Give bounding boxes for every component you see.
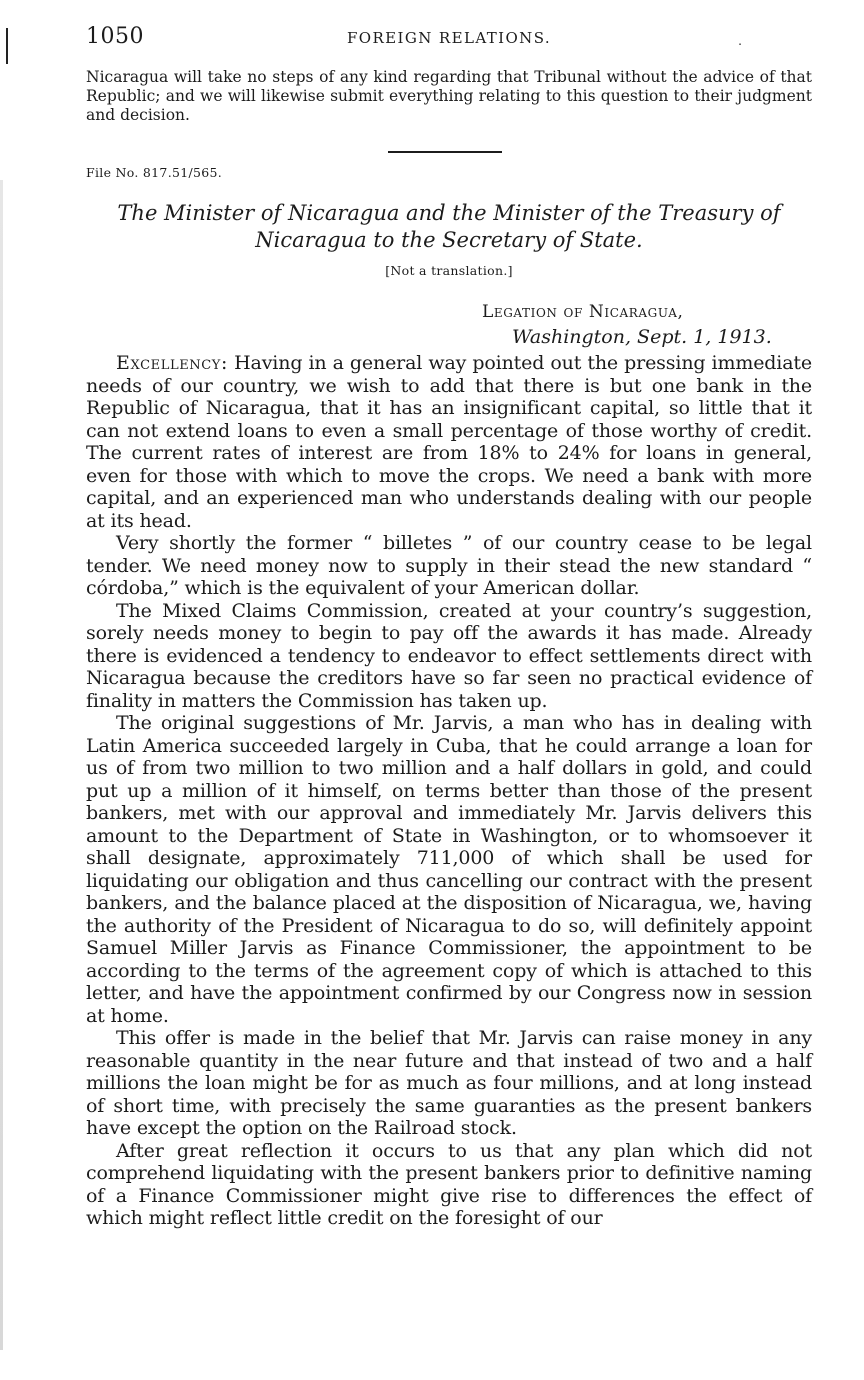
body-paragraph xyxy=(86,352,812,532)
body-paragraph: This offer is made in the belief that Mr. Jarvis can raise money in any reasonable quantity in the near future and that instead of two and a half millions the loan might be for as much as four millions, and at long instead of short time, with precisely the same guaranties as the present bankers have except the option on the Railroad stock. xyxy=(86,1027,812,1139)
page-header xyxy=(86,24,812,54)
carryover-paragraph: Nicaragua will take no steps of any kind regarding that Tribunal without the advice of that Republic; and we will likewise submit everything relating to this question to their judgment and decision. xyxy=(86,68,812,124)
running-head: FOREIGN RELATIONS. xyxy=(346,29,552,47)
file-number: File No. 817.51/565. xyxy=(86,165,223,180)
page-number: 1050 xyxy=(86,24,144,49)
section-divider xyxy=(388,151,502,153)
letter-dateline: Washington, Sept. 1, 1913. xyxy=(512,326,772,348)
header-dot: . xyxy=(738,34,742,48)
letter-origin: Legation of Nicaragua, xyxy=(482,302,684,322)
letter-body xyxy=(86,352,812,1230)
body-paragraph: The original suggestions of Mr. Jarvis, a man who has in dealing with Latin America succeeded largely in Cuba, that he could arrange a loan for us of from two million to two million and a half dollars in gold, and could put up a million of it himself, on terms better than those of the present bankers, met with our approval and immediately Mr. Jarvis delivers this amount to the Department of State in Washington, or to whomsoever it shall designate, approximately 711,000 of which shall be used for liquidating our obligation and thus cancelling our contract with the present bankers, and the balance placed at the disposition of Nicaragua, we, having the authority of the President of Nicaragua to do so, will definitely appoint Samuel Miller Jarvis as Finance Commissioner, the appointment to be according to the terms of the agreement copy of which is attached to this letter, and have the appointment confirmed by our Congress now in session at home. xyxy=(86,712,812,1027)
margin-mark xyxy=(6,28,8,64)
document-title: The Minister of Nicaragua and the Minister of the Treasury of Nicaragua to the Secretary of State. xyxy=(117,201,781,252)
body-paragraph: Very shortly the former “ billetes ” of our country cease to be legal tender. We need money now to supply in their stead the new standard “ córdoba,” which is the equivalent of your American dollar. xyxy=(86,532,812,599)
salutation: Excellency: xyxy=(116,352,228,374)
body-paragraph: The Mixed Claims Commission, created at your country’s suggestion, sorely needs money to begin to pay off the awards it has made. Already there is evidenced a tendency to endeavor to effect settlements direct with Nicaragua because the creditors have so far seen no practical evidence of finality in matters the Commission has taken up. xyxy=(86,599,812,712)
translation-note: [Not a translation.] xyxy=(385,263,513,278)
body-paragraph: After great reflection it occurs to us that any plan which did not comprehend liquidating with the present bankers prior to definitive naming of a Finance Commissioner might give rise to differences the effect of which might reflect little credit on the foresight of our xyxy=(86,1139,812,1229)
paragraph-text: Having in a general way pointed out the pressing immediate needs of our country, we wish to add that there is but one bank in the Republic of Nicaragua, that it has an insignificant capital, so little that it can not extend loans to even a small percentage of those worthy of credit. The current rates of interest are from 18% to 24% for loans in general, even for those with which to move the crops. We need a bank with more capital, and an experienced man who understands dealing with our people at its head. xyxy=(86,352,812,532)
binding-shadow xyxy=(0,180,3,1350)
